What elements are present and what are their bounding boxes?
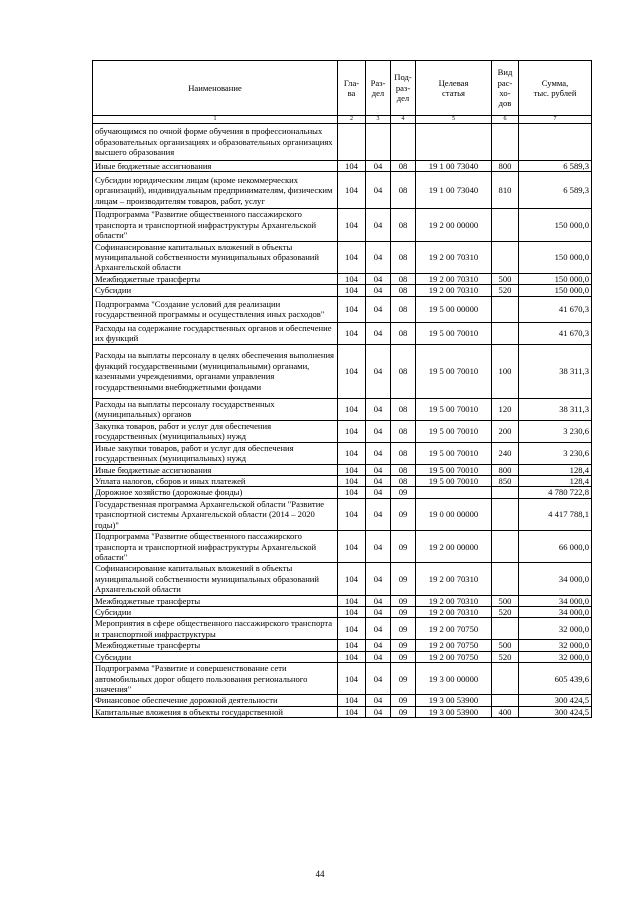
row-vid: 120 — [492, 398, 519, 420]
column-number: 5 — [416, 116, 492, 124]
row-podrazdel: 08 — [391, 161, 416, 172]
row-sum: 150 000,0 — [519, 273, 592, 284]
row-glava: 104 — [338, 464, 366, 475]
row-article: 19 2 00 00000 — [416, 209, 492, 241]
row-sum: 605 439,6 — [519, 663, 592, 695]
row-glava: 104 — [338, 606, 366, 617]
header-row — [93, 61, 592, 116]
page-number: 44 — [315, 869, 325, 879]
row-article: 19 5 00 70010 — [416, 420, 492, 442]
row-podrazdel: 08 — [391, 344, 416, 398]
row-sum: 6 589,3 — [519, 172, 592, 209]
row-vid — [492, 487, 519, 498]
row-article: 19 5 00 70010 — [416, 322, 492, 344]
row-name: Софинансирование капитальных вложений в объекты муниципальной собственности муниципальных образований Архангельской области — [93, 241, 338, 273]
table-row — [93, 124, 592, 161]
row-sum: 32 000,0 — [519, 618, 592, 640]
row-name: Межбюджетные трансферты — [93, 640, 338, 651]
row-razdel: 04 — [366, 398, 391, 420]
row-podrazdel: 08 — [391, 442, 416, 464]
row-name: Иные бюджетные ассигнования — [93, 161, 338, 172]
row-podrazdel: 09 — [391, 695, 416, 706]
row-name: Дорожное хозяйство (дорожные фонды) — [93, 487, 338, 498]
row-article: 19 5 00 00000 — [416, 296, 492, 322]
row-article: 19 3 00 53900 — [416, 695, 492, 706]
row-podrazdel: 09 — [391, 563, 416, 595]
row-podrazdel: 08 — [391, 476, 416, 487]
row-name: Софинансирование капитальных вложений в объекты муниципальной собственности муниципальных образований Архангельской области — [93, 563, 338, 595]
row-article: 19 5 00 70010 — [416, 398, 492, 420]
row-sum: 4 780 722,8 — [519, 487, 592, 498]
row-vid: 240 — [492, 442, 519, 464]
row-sum: 34 000,0 — [519, 563, 592, 595]
row-vid — [492, 663, 519, 695]
row-sum: 150 000,0 — [519, 209, 592, 241]
table-row — [93, 531, 592, 563]
row-sum: 128,4 — [519, 476, 592, 487]
row-vid: 520 — [492, 285, 519, 296]
row-razdel: 04 — [366, 273, 391, 284]
row-sum: 300 424,5 — [519, 706, 592, 717]
table-row — [93, 161, 592, 172]
row-article: 19 5 00 70010 — [416, 476, 492, 487]
row-podrazdel: 08 — [391, 285, 416, 296]
row-article: 19 2 00 70750 — [416, 651, 492, 662]
row-name: Уплата налогов, сборов и иных платежей — [93, 476, 338, 487]
row-vid: 200 — [492, 420, 519, 442]
row-razdel: 04 — [366, 172, 391, 209]
row-glava: 104 — [338, 398, 366, 420]
row-vid: 800 — [492, 161, 519, 172]
table-row — [93, 663, 592, 695]
row-sum: 150 000,0 — [519, 241, 592, 273]
row-glava: 104 — [338, 695, 366, 706]
row-glava: 104 — [338, 651, 366, 662]
row-podrazdel — [391, 124, 416, 161]
row-glava: 104 — [338, 209, 366, 241]
row-article: 19 2 00 70750 — [416, 618, 492, 640]
row-sum: 32 000,0 — [519, 640, 592, 651]
row-vid — [492, 241, 519, 273]
row-name: Межбюджетные трансферты — [93, 595, 338, 606]
row-vid — [492, 531, 519, 563]
row-glava: 104 — [338, 563, 366, 595]
row-podrazdel: 09 — [391, 706, 416, 717]
row-vid: 800 — [492, 464, 519, 475]
table-row — [93, 442, 592, 464]
row-podrazdel: 08 — [391, 209, 416, 241]
row-vid: 810 — [492, 172, 519, 209]
row-glava: 104 — [338, 498, 366, 530]
row-article: 19 2 00 70310 — [416, 273, 492, 284]
table-row — [93, 640, 592, 651]
row-podrazdel: 08 — [391, 273, 416, 284]
row-sum: 3 230,6 — [519, 420, 592, 442]
row-glava: 104 — [338, 296, 366, 322]
row-razdel: 04 — [366, 476, 391, 487]
row-glava: 104 — [338, 161, 366, 172]
row-vid — [492, 124, 519, 161]
header-article: Целевая статья — [416, 61, 492, 116]
row-name: Межбюджетные трансферты — [93, 273, 338, 284]
table-row — [93, 241, 592, 273]
row-podrazdel: 09 — [391, 651, 416, 662]
row-article: 19 3 00 53900 — [416, 706, 492, 717]
table-row — [93, 464, 592, 475]
row-glava: 104 — [338, 285, 366, 296]
table-row — [93, 498, 592, 530]
row-razdel: 04 — [366, 241, 391, 273]
row-name: обучающимся по очной форме обучения в профессиональных образовательных организациях и образовательных организациях высшего образования — [93, 124, 338, 161]
header-glava: Гла- ва — [338, 61, 366, 116]
row-podrazdel: 09 — [391, 487, 416, 498]
row-podrazdel: 09 — [391, 618, 416, 640]
row-article: 19 2 00 00000 — [416, 531, 492, 563]
table-row — [93, 651, 592, 662]
header-sum: Сумма, тыс. рублей — [519, 61, 592, 116]
row-razdel: 04 — [366, 640, 391, 651]
row-vid: 520 — [492, 651, 519, 662]
row-article: 19 3 00 00000 — [416, 663, 492, 695]
row-razdel: 04 — [366, 563, 391, 595]
column-number-row — [93, 116, 592, 124]
row-name: Финансовое обеспечение дорожной деятельности — [93, 695, 338, 706]
table-row — [93, 695, 592, 706]
row-glava: 104 — [338, 706, 366, 717]
row-razdel: 04 — [366, 344, 391, 398]
row-vid — [492, 563, 519, 595]
row-razdel: 04 — [366, 651, 391, 662]
row-glava: 104 — [338, 273, 366, 284]
row-article: 19 1 00 73040 — [416, 161, 492, 172]
row-name: Иные бюджетные ассигнования — [93, 464, 338, 475]
row-article: 19 0 00 00000 — [416, 498, 492, 530]
column-number: 3 — [366, 116, 391, 124]
table-row — [93, 285, 592, 296]
row-razdel: 04 — [366, 695, 391, 706]
table-body — [93, 124, 592, 718]
row-name: Подпрограмма "Развитие общественного пассажирского транспорта и транспортной инфраструктуры Архангельской области" — [93, 209, 338, 241]
row-glava: 104 — [338, 442, 366, 464]
row-vid — [492, 209, 519, 241]
row-razdel: 04 — [366, 663, 391, 695]
row-name: Субсидии — [93, 651, 338, 662]
table-row — [93, 618, 592, 640]
row-razdel: 04 — [366, 464, 391, 475]
row-podrazdel: 09 — [391, 640, 416, 651]
row-name: Иные закупки товаров, работ и услуг для обеспечения государственных (муниципальных) нужд — [93, 442, 338, 464]
header-razdel: Раз- дел — [366, 61, 391, 116]
table-row — [93, 398, 592, 420]
column-number: 6 — [492, 116, 519, 124]
row-razdel: 04 — [366, 322, 391, 344]
row-razdel: 04 — [366, 487, 391, 498]
row-sum: 34 000,0 — [519, 606, 592, 617]
row-razdel: 04 — [366, 296, 391, 322]
table-row — [93, 706, 592, 717]
row-vid: 500 — [492, 640, 519, 651]
row-podrazdel: 08 — [391, 241, 416, 273]
row-glava: 104 — [338, 640, 366, 651]
row-sum: 38 311,3 — [519, 398, 592, 420]
row-razdel: 04 — [366, 706, 391, 717]
row-sum: 41 670,3 — [519, 322, 592, 344]
row-glava: 104 — [338, 322, 366, 344]
row-article: 19 2 00 70310 — [416, 606, 492, 617]
row-podrazdel: 09 — [391, 606, 416, 617]
row-razdel: 04 — [366, 442, 391, 464]
row-podrazdel: 08 — [391, 420, 416, 442]
table-row — [93, 487, 592, 498]
row-name: Расходы на содержание государственных органов и обеспечение их функций — [93, 322, 338, 344]
row-vid — [492, 322, 519, 344]
row-name: Мероприятия в сфере общественного пассажирского транспорта и транспортной инфраструктуры — [93, 618, 338, 640]
row-name: Закупка товаров, работ и услуг для обеспечения государственных (муниципальных) нужд — [93, 420, 338, 442]
row-vid: 500 — [492, 595, 519, 606]
row-article: 19 5 00 70010 — [416, 464, 492, 475]
row-vid: 100 — [492, 344, 519, 398]
row-name: Подпрограмма "Развитие и совершенствование сети автомобильных дорог общего пользования регионального значения" — [93, 663, 338, 695]
row-razdel: 04 — [366, 161, 391, 172]
row-vid: 500 — [492, 273, 519, 284]
row-podrazdel: 08 — [391, 398, 416, 420]
header-podrazdel: Под- раз- дел — [391, 61, 416, 116]
row-sum: 150 000,0 — [519, 285, 592, 296]
column-number: 7 — [519, 116, 592, 124]
row-razdel: 04 — [366, 531, 391, 563]
row-sum: 3 230,6 — [519, 442, 592, 464]
row-vid: 850 — [492, 476, 519, 487]
row-podrazdel: 09 — [391, 498, 416, 530]
row-glava: 104 — [338, 531, 366, 563]
row-article — [416, 124, 492, 161]
row-name: Расходы на выплаты персоналу государственных (муниципальных) органов — [93, 398, 338, 420]
row-razdel: 04 — [366, 209, 391, 241]
row-article: 19 1 00 73040 — [416, 172, 492, 209]
row-glava: 104 — [338, 663, 366, 695]
row-name: Субсидии — [93, 285, 338, 296]
table-row — [93, 595, 592, 606]
row-name: Субсидии юридическим лицам (кроме некоммерческих организаций), индивидуальным предпринимателям, физическим лицам – производителям товаров, работ, услуг — [93, 172, 338, 209]
row-vid: 400 — [492, 706, 519, 717]
row-sum: 32 000,0 — [519, 651, 592, 662]
table-row — [93, 209, 592, 241]
row-podrazdel: 08 — [391, 296, 416, 322]
row-razdel: 04 — [366, 498, 391, 530]
row-sum: 6 589,3 — [519, 161, 592, 172]
row-glava: 104 — [338, 344, 366, 398]
row-razdel: 04 — [366, 595, 391, 606]
row-glava: 104 — [338, 595, 366, 606]
column-number: 1 — [93, 116, 338, 124]
row-glava: 104 — [338, 618, 366, 640]
row-sum: 4 417 788,1 — [519, 498, 592, 530]
row-glava: 104 — [338, 241, 366, 273]
header-vid: Вид рас- хо- дов — [492, 61, 519, 116]
row-glava — [338, 124, 366, 161]
row-glava: 104 — [338, 420, 366, 442]
table-row — [93, 296, 592, 322]
row-sum: 41 670,3 — [519, 296, 592, 322]
header-name: Наименование — [93, 61, 338, 116]
row-name: Расходы на выплаты персоналу в целях обеспечения выполнения функций государственными (муниципальными) органами, казенными учреждениями, органами управления государственными внебюджетными фондами — [93, 344, 338, 398]
row-article: 19 2 00 70310 — [416, 285, 492, 296]
row-sum: 34 000,0 — [519, 595, 592, 606]
row-article: 19 5 00 70010 — [416, 442, 492, 464]
row-article: 19 5 00 70010 — [416, 344, 492, 398]
row-sum: 38 311,3 — [519, 344, 592, 398]
row-razdel: 04 — [366, 606, 391, 617]
row-glava: 104 — [338, 476, 366, 487]
row-vid — [492, 296, 519, 322]
row-podrazdel: 08 — [391, 172, 416, 209]
row-name: Подпрограмма "Создание условий для реализации государственной программы и осуществления иных расходов" — [93, 296, 338, 322]
table-row — [93, 420, 592, 442]
table-row — [93, 563, 592, 595]
row-razdel: 04 — [366, 285, 391, 296]
table-row — [93, 476, 592, 487]
row-sum: 300 424,5 — [519, 695, 592, 706]
row-podrazdel: 08 — [391, 464, 416, 475]
budget-table — [92, 60, 592, 718]
table-row — [93, 172, 592, 209]
row-podrazdel: 09 — [391, 663, 416, 695]
table-row — [93, 344, 592, 398]
table-row — [93, 322, 592, 344]
row-razdel: 04 — [366, 420, 391, 442]
row-sum: 66 000,0 — [519, 531, 592, 563]
row-name: Подпрограмма "Развитие общественного пассажирского транспорта и транспортной инфраструктуры Архангельской области" — [93, 531, 338, 563]
row-vid — [492, 618, 519, 640]
row-article — [416, 487, 492, 498]
row-podrazdel: 09 — [391, 531, 416, 563]
row-article: 19 2 00 70750 — [416, 640, 492, 651]
row-glava: 104 — [338, 172, 366, 209]
row-name: Субсидии — [93, 606, 338, 617]
row-vid — [492, 695, 519, 706]
column-number: 2 — [338, 116, 366, 124]
row-glava: 104 — [338, 487, 366, 498]
row-article: 19 2 00 70310 — [416, 563, 492, 595]
row-sum — [519, 124, 592, 161]
row-sum: 128,4 — [519, 464, 592, 475]
table-row — [93, 606, 592, 617]
row-article: 19 2 00 70310 — [416, 241, 492, 273]
row-razdel: 04 — [366, 618, 391, 640]
row-podrazdel: 08 — [391, 322, 416, 344]
row-article: 19 2 00 70310 — [416, 595, 492, 606]
row-podrazdel: 09 — [391, 595, 416, 606]
column-number: 4 — [391, 116, 416, 124]
row-razdel — [366, 124, 391, 161]
row-name: Капитальные вложения в объекты государственной — [93, 706, 338, 717]
row-vid — [492, 498, 519, 530]
table-row — [93, 273, 592, 284]
row-name: Государственная программа Архангельской области "Развитие транспортной системы Архангельской области (2014 – 2020 годы)" — [93, 498, 338, 530]
row-vid: 520 — [492, 606, 519, 617]
